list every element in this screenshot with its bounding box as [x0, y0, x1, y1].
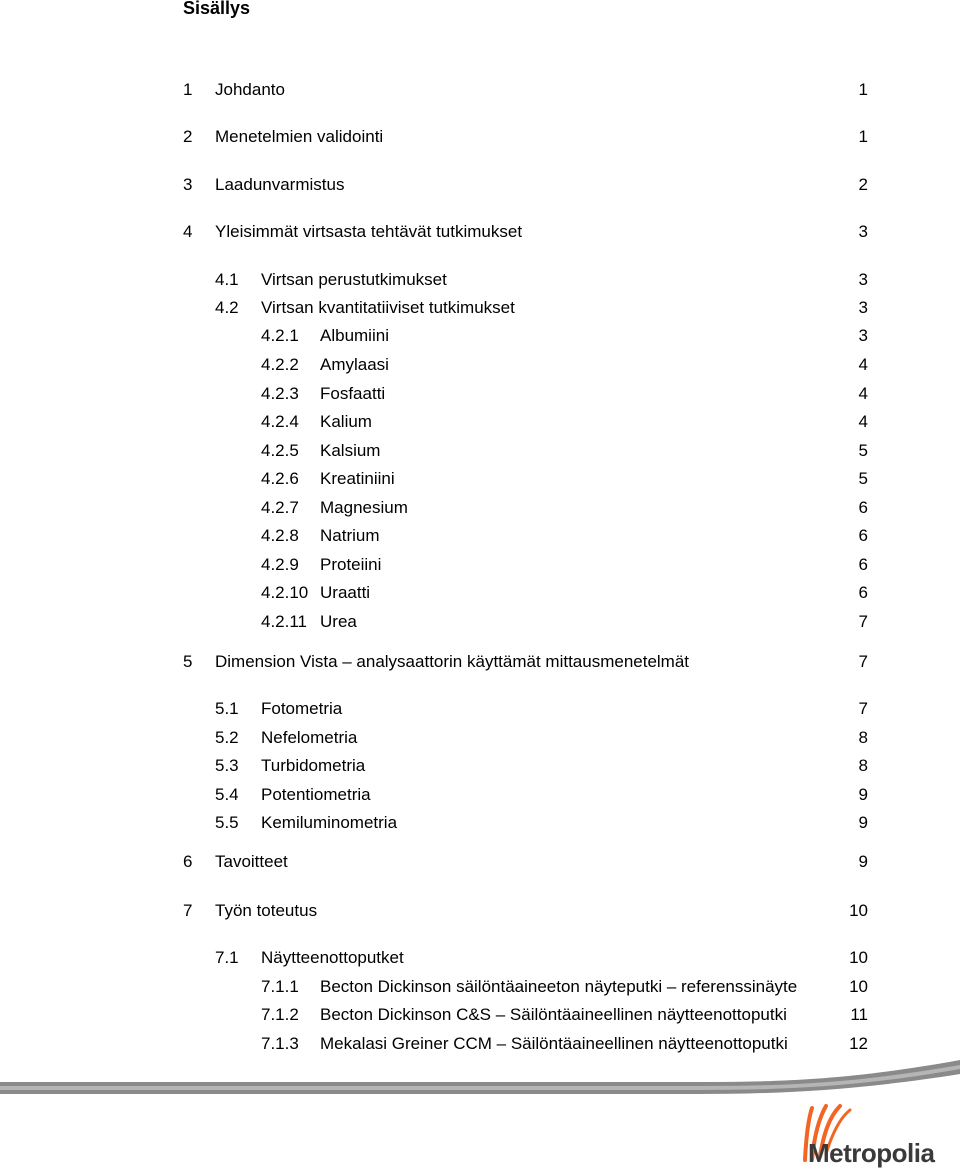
toc-entry[interactable] [0, 977, 960, 999]
toc-entry[interactable] [0, 384, 960, 406]
toc-entry[interactable] [0, 469, 960, 491]
toc-entry-number: 6 [183, 852, 193, 871]
toc-entry-title: Kemiluminometria [261, 813, 398, 832]
toc-entry-title: Proteiini [320, 555, 382, 574]
toc-entry-page-number: 7 [858, 652, 868, 671]
toc-entry-number: 4.2.11 [261, 612, 308, 631]
metropolia-logo-text: Metropolia [808, 1138, 935, 1168]
toc-entry-title: Fosfaatti [320, 384, 386, 403]
toc-entry-title: Yleisimmät virtsasta tehtävät tutkimukset [215, 222, 523, 241]
toc-entry-title: Urea [320, 612, 357, 631]
toc-entry-number: 7.1.1 [261, 977, 299, 996]
toc-entry[interactable] [0, 270, 960, 292]
toc-entry[interactable] [0, 699, 960, 721]
toc-entry[interactable] [0, 785, 960, 807]
toc-entry-number: 4.2.9 [261, 555, 299, 574]
toc-entry[interactable] [0, 80, 960, 102]
toc-entry-number: 4 [183, 222, 193, 241]
toc-entry-page-number: 6 [858, 555, 868, 574]
toc-entry-title: Laadunvarmistus [215, 175, 345, 194]
toc-entry-number: 5.5 [215, 813, 239, 832]
toc-entry-title: Kreatiniini [320, 469, 395, 488]
toc-entry-page-number: 3 [858, 222, 868, 241]
toc-entry-number: 5.4 [215, 785, 239, 804]
toc-entry-page-number: 10 [849, 948, 868, 967]
toc-entry-page-number: 9 [858, 785, 868, 804]
toc-entry-page-number: 2 [858, 175, 868, 194]
toc-entry-title: Tavoitteet [215, 852, 288, 871]
toc-entry-number: 5.3 [215, 756, 239, 775]
toc-entry[interactable] [0, 756, 960, 778]
toc-entry-page-number: 6 [858, 526, 868, 545]
toc-entry[interactable] [0, 222, 960, 244]
toc-entry[interactable] [0, 355, 960, 377]
toc-entry-number: 7.1.2 [261, 1005, 299, 1024]
toc-entry[interactable] [0, 813, 960, 835]
toc-entry[interactable] [0, 498, 960, 520]
toc-entry[interactable] [0, 441, 960, 463]
toc-entry[interactable] [0, 326, 960, 348]
toc-entry-page-number: 1 [858, 127, 868, 146]
toc-entry-title: Albumiini [320, 326, 389, 345]
toc-entry-title: Mekalasi Greiner CCM – Säilöntäaineellinen näytteenottoputki [320, 1034, 788, 1053]
toc-entry[interactable] [0, 526, 960, 548]
toc-entry-title: Amylaasi [320, 355, 389, 374]
toc-entry-title: Työn toteutus [215, 901, 318, 920]
toc-entry-number: 7 [183, 901, 193, 920]
toc-entry-number: 4.2.7 [261, 498, 299, 517]
toc-entry-page-number: 12 [849, 1034, 868, 1053]
toc-entry[interactable] [0, 728, 960, 750]
toc-entry-number: 4.2.2 [261, 355, 299, 374]
toc-entry-page-number: 6 [858, 583, 868, 602]
toc-entry-page-number: 9 [858, 813, 868, 832]
toc-entry[interactable] [0, 298, 960, 320]
toc-entry[interactable] [0, 583, 960, 605]
toc-entry-page-number: 8 [858, 728, 868, 747]
toc-entry-title: Näytteenottoputket [261, 948, 404, 967]
toc-entry-page-number: 4 [858, 355, 868, 374]
toc-entry-number: 3 [183, 175, 193, 194]
toc-entry-title: Kalsium [320, 441, 381, 460]
toc-entry[interactable] [0, 1034, 960, 1056]
toc-entry-title: Magnesium [320, 498, 408, 517]
toc-entry-page-number: 8 [858, 756, 868, 775]
toc-entry-title: Becton Dickinson C&S – Säilöntäaineellinen näytteenottoputki [320, 1005, 787, 1024]
toc-entry-page-number: 4 [858, 384, 868, 403]
toc-entry[interactable] [0, 555, 960, 577]
toc-entry-title: Menetelmien validointi [215, 127, 384, 146]
toc-entry-number: 1 [183, 80, 193, 99]
toc-entry-number: 4.2.4 [261, 412, 299, 431]
toc-entry-page-number: 3 [858, 270, 868, 289]
toc-entry-number: 4.2.5 [261, 441, 299, 460]
toc-entry-number: 4.2 [215, 298, 239, 317]
toc-entry-title: Kalium [320, 412, 372, 431]
toc-entry[interactable] [0, 175, 960, 197]
toc-entry[interactable] [0, 612, 960, 634]
toc-entry-number: 4.2.8 [261, 526, 299, 545]
toc-entry-page-number: 7 [858, 699, 868, 718]
toc-entry-number: 4.2.10 [261, 583, 309, 602]
toc-entry-number: 4.2.1 [261, 326, 299, 345]
toc-entry-title: Becton Dickinson säilöntäaineeton näyteputki – referenssinäyte [320, 977, 798, 996]
toc-entry-title: Turbidometria [261, 756, 366, 775]
toc-entry-page-number: 5 [858, 441, 868, 460]
toc-entry-number: 4.2.3 [261, 384, 299, 403]
toc-entry-page-number: 1 [858, 80, 868, 99]
toc-entry-title: Fotometria [261, 699, 343, 718]
toc-entry-title: Virtsan perustutkimukset [261, 270, 447, 289]
toc-entry-title: Nefelometria [261, 728, 358, 747]
toc-entry-page-number: 3 [858, 298, 868, 317]
toc-entry[interactable] [0, 652, 960, 674]
toc-entry-page-number: 7 [858, 612, 868, 631]
toc-entry-number: 7.1 [215, 948, 239, 967]
toc-entry-page-number: 4 [858, 412, 868, 431]
toc-entry-number: 5.1 [215, 699, 239, 718]
toc-entry-number: 2 [183, 127, 193, 146]
toc-entry-page-number: 3 [858, 326, 868, 345]
toc-entry-page-number: 5 [858, 469, 868, 488]
toc-entry-number: 5.2 [215, 728, 239, 747]
toc-entry-page-number: 11 [850, 1005, 868, 1024]
toc-entry-page-number: 10 [849, 901, 868, 920]
toc-entry[interactable] [0, 127, 960, 149]
toc-entry-page-number: 10 [849, 977, 868, 996]
toc-entry-title: Potentiometria [261, 785, 371, 804]
toc-entry-page-number: 6 [858, 498, 868, 517]
toc-entry[interactable] [0, 1005, 960, 1027]
toc-entry-number: 7.1.3 [261, 1034, 299, 1053]
toc-entry-number: 4.1 [215, 270, 239, 289]
toc-entry[interactable] [0, 412, 960, 434]
toc-entry-title: Dimension Vista – analysaattorin käyttämät mittausmenetelmät [215, 652, 690, 671]
toc-entry-number: 5 [183, 652, 193, 671]
page-title: Sisällys [183, 0, 251, 18]
toc-entry[interactable] [0, 852, 960, 874]
toc-entry-title: Uraatti [320, 583, 371, 602]
toc-entry-title: Johdanto [215, 80, 285, 99]
toc-entry[interactable] [0, 948, 960, 970]
toc-entry-title: Natrium [320, 526, 380, 545]
toc-entry[interactable] [0, 901, 960, 923]
toc-entry-title: Virtsan kvantitatiiviset tutkimukset [261, 298, 515, 317]
toc-entry-page-number: 9 [858, 852, 868, 871]
toc-entry-number: 4.2.6 [261, 469, 299, 488]
